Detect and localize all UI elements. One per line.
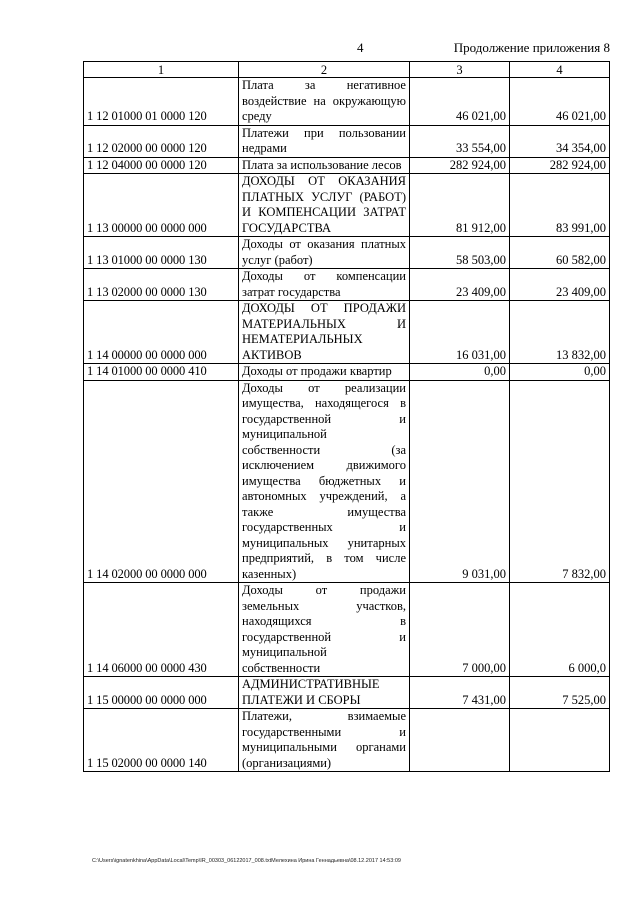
- revenue-name: Доходы от продажи квартир: [239, 364, 410, 381]
- amount-col3: 0,00: [410, 364, 510, 381]
- revenue-name: Плата за использование лесов: [239, 157, 410, 174]
- amount-col3: 46 021,00: [410, 78, 510, 126]
- table-row: [84, 237, 610, 269]
- budget-code: 1 13 00000 00 0000 000: [84, 174, 239, 237]
- amount-col3: 81 912,00: [410, 174, 510, 237]
- column-header: 1: [84, 62, 239, 78]
- budget-code: 1 12 02000 00 0000 120: [84, 125, 239, 157]
- page-number: 4: [357, 40, 364, 55]
- column-header: 4: [510, 62, 610, 78]
- revenue-name: АДМИНИСТРАТИВНЫЕ ПЛАТЕЖИ И СБОРЫ: [239, 677, 410, 709]
- table-row: [84, 269, 610, 301]
- amount-col3: 33 554,00: [410, 125, 510, 157]
- budget-code: 1 15 02000 00 0000 140: [84, 709, 239, 772]
- table-row: [84, 380, 610, 583]
- revenue-name: ДОХОДЫ ОТ ОКАЗАНИЯ ПЛАТНЫХ УСЛУГ (РАБОТ) И КОМПЕНСАЦИИ ЗАТРАТ ГОСУДАРСТВА: [239, 174, 410, 237]
- table-row: [84, 174, 610, 237]
- amount-col3: 23 409,00: [410, 269, 510, 301]
- amount-col4: 60 582,00: [510, 237, 610, 269]
- table-row: [84, 301, 610, 364]
- revenue-name: Платежи при пользовании недрами: [239, 125, 410, 157]
- table-row: [84, 709, 610, 772]
- budget-code: 1 13 01000 00 0000 130: [84, 237, 239, 269]
- table-row: [84, 583, 610, 677]
- amount-col4: 46 021,00: [510, 78, 610, 126]
- amount-col4: 34 354,00: [510, 125, 610, 157]
- continuation-label: Продолжение приложения 8: [453, 40, 610, 55]
- amount-col4: 6 000,0: [510, 583, 610, 677]
- table-row: [84, 364, 610, 381]
- revenue-name: Плата за негативное воздействие на окружающую среду: [239, 78, 410, 126]
- table-row: [84, 125, 610, 157]
- budget-table: [83, 61, 610, 772]
- budget-code: 1 13 02000 00 0000 130: [84, 269, 239, 301]
- amount-col3: 9 031,00: [410, 380, 510, 583]
- table-row: [84, 157, 610, 174]
- budget-code: 1 14 02000 00 0000 000: [84, 380, 239, 583]
- column-header: 2: [239, 62, 410, 78]
- amount-col3: 282 924,00: [410, 157, 510, 174]
- budget-code: 1 12 01000 01 0000 120: [84, 78, 239, 126]
- table-row: [84, 78, 610, 126]
- amount-col4: 23 409,00: [510, 269, 610, 301]
- budget-code: 1 15 00000 00 0000 000: [84, 677, 239, 709]
- revenue-name: Платежи, взимаемые государственными и муниципальными органами (организациями): [239, 709, 410, 772]
- amount-col3: [410, 709, 510, 772]
- revenue-name: Доходы от компенсации затрат государства: [239, 269, 410, 301]
- revenue-name: ДОХОДЫ ОТ ПРОДАЖИ МАТЕРИАЛЬНЫХ И НЕМАТЕРИАЛЬНЫХ АКТИВОВ: [239, 301, 410, 364]
- table-header-row: [84, 62, 610, 78]
- document-path-footer: C:\Users\ignatenkhina\AppData\Local\Temp\IR_00303_06122017_008.txtМелехина Ирина Геннадьевна\08.12.2017 14:53:09: [92, 858, 401, 864]
- amount-col4: 83 991,00: [510, 174, 610, 237]
- amount-col3: 7 431,00: [410, 677, 510, 709]
- table-row: [84, 677, 610, 709]
- amount-col3: 16 031,00: [410, 301, 510, 364]
- budget-code: 1 14 00000 00 0000 000: [84, 301, 239, 364]
- amount-col3: 58 503,00: [410, 237, 510, 269]
- revenue-name: Доходы от оказания платных услуг (работ): [239, 237, 410, 269]
- revenue-name: Доходы от продажи земельных участков, находящихся в государственной и муниципальной собственности: [239, 583, 410, 677]
- amount-col4: [510, 709, 610, 772]
- amount-col3: 7 000,00: [410, 583, 510, 677]
- amount-col4: 282 924,00: [510, 157, 610, 174]
- budget-code: 1 12 04000 00 0000 120: [84, 157, 239, 174]
- amount-col4: 0,00: [510, 364, 610, 381]
- revenue-name: Доходы от реализации имущества, находящегося в государственной и муниципальной собственности (за исключением движимого имущества бюджетных и автономных учреждений, а также имущества государственных и муниципальных унитарных предприятий, в том числе казенных): [239, 380, 410, 583]
- budget-code: 1 14 01000 00 0000 410: [84, 364, 239, 381]
- amount-col4: 7 832,00: [510, 380, 610, 583]
- amount-col4: 13 832,00: [510, 301, 610, 364]
- budget-code: 1 14 06000 00 0000 430: [84, 583, 239, 677]
- column-header: 3: [410, 62, 510, 78]
- amount-col4: 7 525,00: [510, 677, 610, 709]
